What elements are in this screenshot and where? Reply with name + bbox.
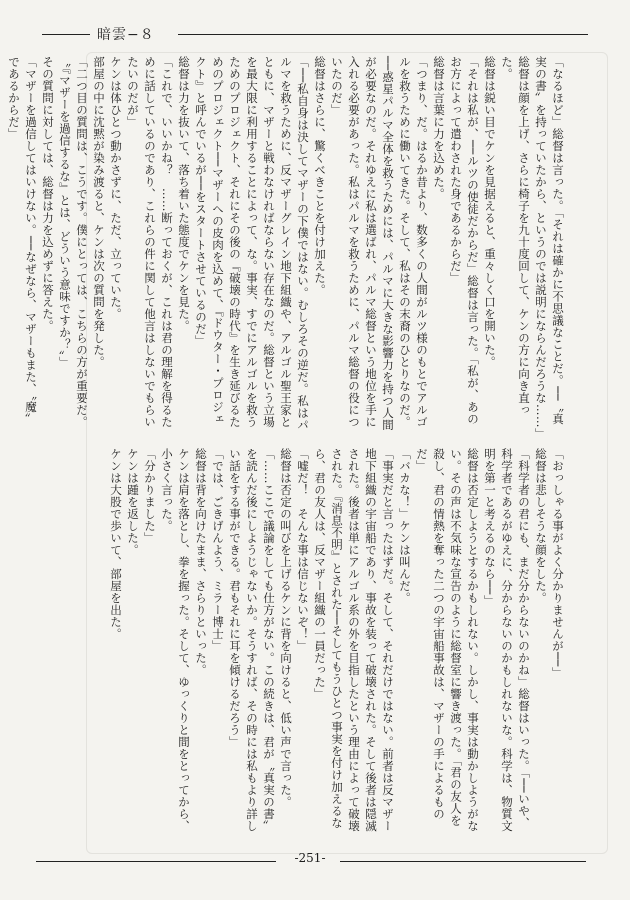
chapter-title: 暗雲−８: [97, 27, 155, 43]
paragraph: 総督は鋭い目でケンを見据えると、重々しく口を開いた。: [483, 56, 497, 368]
paragraph: 総督は背を向けたまま、さらりといった。: [194, 448, 208, 676]
paragraph: 「それは私が、──ルツの使徒だからだ」総督は言った。「私が、あのお方によって遣わされた身であるからだ」: [449, 56, 480, 426]
header-rule-right: [178, 34, 588, 35]
paragraph: 総督はさらに、驚くべきことを付け加えた。: [313, 56, 327, 296]
footer-rule-right: [340, 861, 586, 862]
paragraph: 「マザーを過信してはいけない。──なぜなら、マザーもまた、〝魔〟であるからだ」: [7, 56, 38, 426]
paragraph: 「では、ごきげんよう、ミラー博士」: [211, 448, 225, 652]
header-rule-left: [42, 34, 90, 35]
paragraph: 総督は否定の叫びを上げるケンに背を向けると、低い声で言った。: [279, 448, 293, 808]
footer-rule-left: [36, 861, 276, 862]
paragraph: その質問に対しては、総督は力を込めずに答えた。: [41, 56, 55, 332]
page-number: -251-: [294, 851, 326, 865]
paragraph: 部屋の中に沈黙が染み渡ると、ケンは次の質問を発した。: [92, 56, 106, 368]
paragraph: 「分かりました」: [143, 448, 157, 544]
paragraph: 「おっしゃる事がよく分かりませんが──」: [551, 448, 565, 679]
paragraph: ケンは肩を落とし、拳を握った。そして、ゆっくりと間をとってから、小さく言った。: [160, 448, 191, 832]
paragraph: 総督は顔を上げ、さらに椅子を九十度回して、ケンの方に向き直った。: [500, 56, 531, 416]
paragraph: 「事実だと言ったはずだ。そして、それだけではない。前者は反マザー地下組織の宇宙船であり、事故を装って破壊された。そして後者は隠滅された。後者は単にアルゴル系の外を目指したという理由によって破壊された。『消息不明』とされた──そしてもうひとつ事実を付け加えるなら、君の友人は、反マザー組織の一員だった」: [313, 448, 395, 832]
paragraph: 「嘘だ！ そんな事は信じないぞ！」: [296, 448, 310, 652]
paragraph: 「科学者の君にも、まだ分からないのかね」総督はいった。「──いや、科学者であるがゆえに、分からないのかもしれないな。科学は、物質文明を第一と考えるのなら──」: [483, 448, 531, 832]
paragraph: 総督は言葉に力を込めた。: [432, 56, 446, 200]
paragraph: 総督は力を抜いて、落ち着いた態度でケンを見た。: [177, 56, 191, 332]
paragraph: 「──私自身は決してマザーの下僕ではない。むしろその逆だ。私はパルマを救うために、反マザーグレイン地下組織や、アルゴル聖王家とともに、マザーと戦わなければならない存在なのだ。総督という立場を最大限に利用することによって、な。事実、すでにアルゴルを救うためのプロジェクト、それにその後の『破壊の時代』を生き延びるためのプロジェクト──マザーへの皮肉を込めて、『ドウター・プロジェクト』と呼んでいるが──をスタートさせているのだ」: [194, 56, 310, 431]
text-block-top: [7, 56, 566, 440]
paragraph: 「……ここで議論をしても仕方がない。この続きは、君が〝真実の書〟を読んだ後にしようじゃないか。そうすれば、その時には私もより詳しい話をする事ができる。君もそれに耳を傾けるだろう」: [228, 448, 276, 832]
paragraph: 「つまり、だ。はるか昔より、数多くの人間がルツ様のもとでアルゴルを救うために働いてきた。そして、私はその末裔のひとりなのだ。──惑星パルマ全体を救うためには、パルマに大きな影響力を持つ人間が必要なのだ。それゆえに私は選ばれ、パルマ総督という地位を手に入れる必要があった。私はパルマを救うために、パルマ総督の役についたのだ」: [330, 56, 429, 431]
paragraph: 「二つ目の質問は、こうです。僕にとっては、こちらの方が重要だ。〝『マザーを過信するな』とは、どういう意味ですか？〟」: [58, 56, 89, 428]
text-block-bottom: [46, 448, 566, 838]
paragraph: 「これで、いいかね？ ……断っておくが、これは君の理解を得るために話しているのであり、これらの件に関して他言はしないでもらいたいのだが」: [126, 56, 174, 428]
paragraph: 「なるほど」総督は言った。「それは確かに不思議なことだ。──〝真実の書〟を持っていたから、というのでは説明にならんだろうな……」: [534, 56, 565, 440]
paragraph: ケンは大股で歩いて、部屋を出た。: [109, 448, 123, 640]
paragraph: 総督は否定しようとするかもしれない。しかし、事実は動かしようがない。その声は不気味な宣告のように総督室に響き渡った。「君の友人を殺し、君の情熱を奪った二つの宇宙船事故は、マザーの手によるものだ」: [415, 448, 480, 832]
paragraph: 「バカな！」ケンは叫んだ。: [398, 448, 412, 604]
paragraph: ケンは体ひとつ動かさずに、ただ、立っていた。: [109, 56, 123, 320]
paragraph: 総督は悲しそうな顔をした。: [534, 448, 548, 604]
paragraph: ケンは踵を返した。: [126, 448, 140, 556]
